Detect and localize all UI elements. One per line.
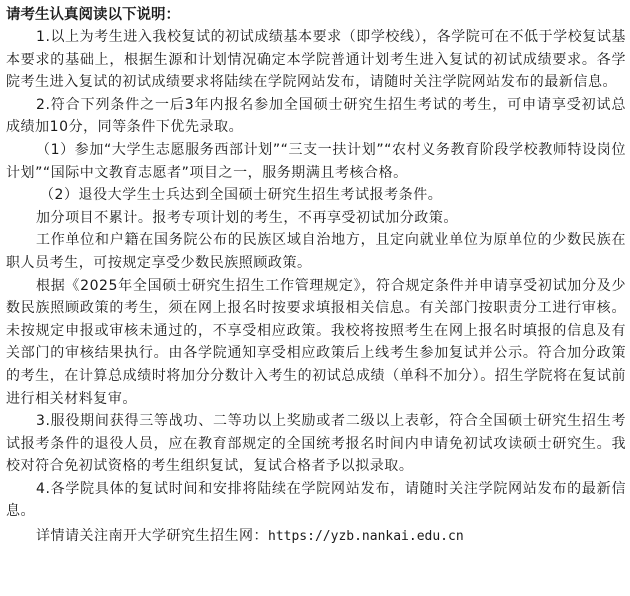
paragraph-rule-2-item-2: （2）退役大学生士兵达到全国硕士研究生招生考试报考条件。	[40, 187, 443, 204]
paragraph-rule-2: 2.符合下列条件之一后3年内报名参加全国硕士研究生招生考试的考生，可申请享受初试总成绩加10分，同等条件下优先录取。	[6, 96, 626, 136]
paragraph-rule-1: 1.以上为考生进入我校复试的初试成绩基本要求（即学校线），各学院可在不低于学校复试基本要求的基础上，根据生源和计划情况确定本学院普通计划考生进入复试的初试成绩要求。各学院考生进入复试的初试成绩要求将陆续在学院网站发布，请随时关注学院网站发布的最新信息。	[6, 29, 626, 91]
paragraph-regulation: 根据《2025年全国硕士研究生招生工作管理规定》，符合规定条件并申请享受初试加分及少数民族照顾政策的考生，须在网上报名时按要求填报相关信息。有关部门按职责分工进行审核。未按规定申报或审核未通过的，不享受相应政策。我校将按照考生在网上报名时填报的信息及有关部门的审核结果执行。由各学院通知享受相应政策后上线考生参加复试并公示。符合加分政策的考生，在计算总成绩时将加分分数计入考生的初试总成绩（单科不加分）。招生学院将在复试前进行相关材料复审。	[6, 277, 626, 407]
notice-heading: 请考生认真阅读以下说明：	[6, 7, 180, 23]
paragraph-minority-policy: 工作单位和户籍在国务院公布的民族区域自治地方，且定向就业单位为原单位的少数民族在职人员考生，可按规定享受少数民族照顾政策。	[6, 232, 626, 271]
paragraph-no-cumulative: 加分项目不累计。报考专项计划的考生，不再享受初试加分政策。	[36, 209, 458, 226]
paragraph-rule-2-item-1: （1）参加“大学生志愿服务西部计划”“三支一扶计划”“农村义务教育阶段学校教师特设岗位计划”“国际中文教育志愿者”项目之一，服务期满且考核合格。	[6, 141, 626, 181]
paragraph-rule-3: 3.服役期间获得三等战功、二等功以上奖励或者二级以上表彰，符合全国硕士研究生招生考试报考条件的退役人员，应在教育部规定的全国统考报名时间内申请免初试攻读硕士研究生。我校对符合免初试资格的考生组织复试，复试合格者予以拟录取。	[6, 413, 626, 475]
admissions-website-link[interactable]: https://yzb.nankai.edu.cn	[268, 529, 464, 545]
footer-line	[6, 525, 626, 548]
paragraph-rule-4: 4.各学院具体的复试时间和安排将陆续在学院网站发布，请随时关注学院网站发布的最新信息。	[6, 480, 626, 520]
footer-label: 详情请关注南开大学研究生招生网：	[36, 528, 268, 545]
